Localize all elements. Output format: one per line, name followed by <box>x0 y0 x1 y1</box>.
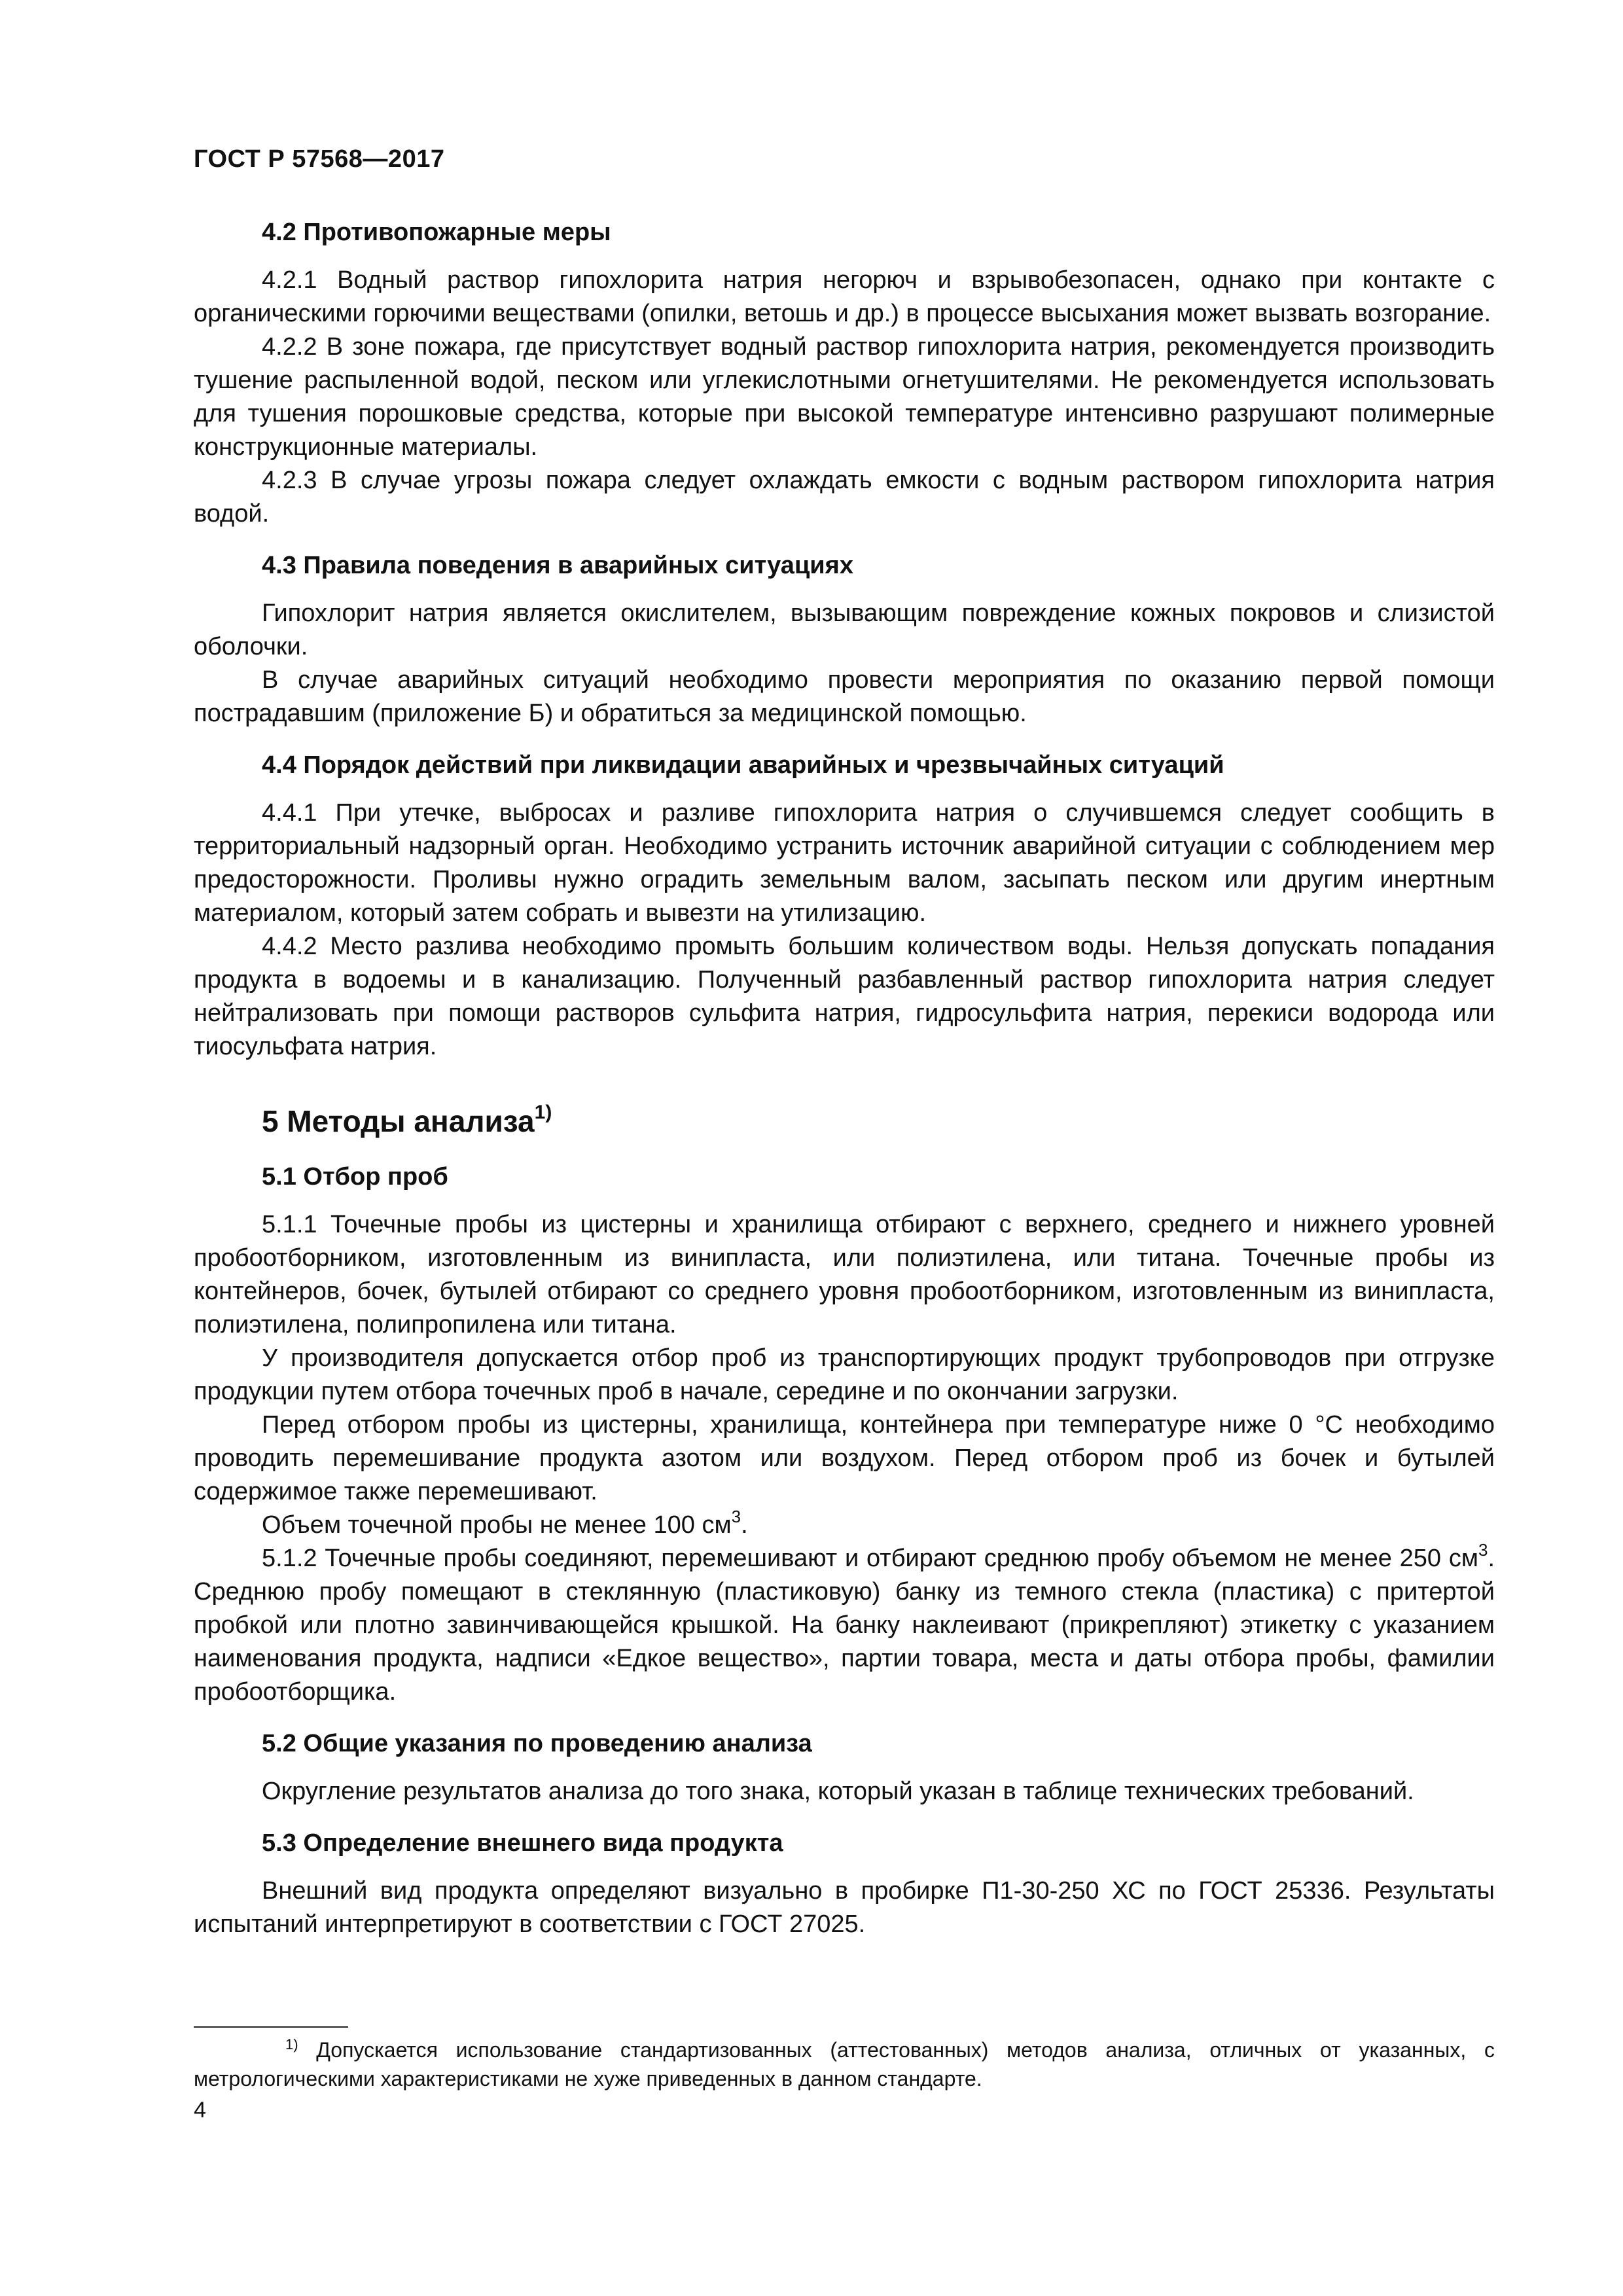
paragraph-5-1-1: 5.1.1 Точечные пробы из цистерны и хранилища отбирают с верхнего, среднего и нижнего уровней пробоотборником, изготовленным из винипласта, или полиэтилена, или титана. Точечные пробы из контейнеров, бочек, бутылей отбирают со среднего уровня пробоотборником, изготовленным из винипласта, полиэтилена, полипропилена или титана. <box>194 1211 1495 1338</box>
volume-end: . <box>741 1511 748 1539</box>
paragraph-4-2-2: 4.2.2 В зоне пожара, где присутствует водный раствор гипохлорита натрия, рекомендуется производить тушение распыленной водой, песком или углекислотными огнетушителями. Не рекомендуется использовать для тушения порошковые средства, которые при высокой температуре интенсивно разрушают полимерные конструкционные материалы. <box>194 333 1495 461</box>
section-heading-5-1: 5.1 Отбор проб <box>262 1163 448 1191</box>
footnote-divider <box>194 2026 348 2028</box>
superscript-3: 3 <box>1478 1540 1488 1560</box>
page-number: 4 <box>194 2098 206 2123</box>
paragraph-4-2-3: 4.2.3 В случае угрозы пожара следует охлаждать емкости с водным раствором гипохлорита натрия водой. <box>194 467 1495 528</box>
superscript-3: 3 <box>731 1507 741 1526</box>
section-5-title: 5 Методы анализа <box>262 1104 535 1138</box>
paragraph-5-1-2 <box>194 1542 1495 1709</box>
section-heading-4-3: 4.3 Правила поведения в аварийных ситуациях <box>262 552 853 579</box>
footnote-reference: 1) <box>534 1102 552 1123</box>
paragraph-5-1-2-start: 5.1.2 Точечные пробы соединяют, перемешивают и отбирают среднюю пробу объемом не менее 250 см <box>262 1545 1478 1572</box>
paragraph-4-4-1: 4.4.1 При утечке, выбросах и разливе гипохлорита натрия о случившемся следует сообщить в территориальный надзорный орган. Необходимо устранить источник аварийной ситуации с соблюдением мер предосторожности. Проливы нужно оградить земельным валом, засыпать песком или другим инертным материалом, который затем собрать и вывезти на утилизацию. <box>194 799 1495 927</box>
paragraph-5-1-1-c: Перед отбором пробы из цистерны, хранилища, контейнера при температуре ниже 0 °С необходимо проводить перемешивание продукта азотом или воздухом. Перед отбором проб из бочек и бутылей содержимое также перемешивают. <box>194 1411 1495 1505</box>
paragraph-4-2-1: 4.2.1 Водный раствор гипохлорита натрия негорюч и взрывобезопасен, однако при контакте с органическими горючими веществами (опилки, ветошь и др.) в процессе высыхания может вызвать возгорание. <box>194 266 1495 327</box>
paragraph-5-3: Внешний вид продукта определяют визуально в пробирке П1-30-250 ХС по ГОСТ 25336. Результаты испытаний интерпретируют в соответствии с ГОСТ 27025. <box>194 1877 1495 1938</box>
section-heading-5 <box>194 1102 1495 1141</box>
section-heading-4-4: 4.4 Порядок действий при ликвидации аварийных и чрезвычайных ситуаций <box>262 751 1224 779</box>
footnote <box>194 2036 1495 2093</box>
paragraph-4-3-b: В случае аварийных ситуаций необходимо провести мероприятия по оказанию первой помощи пострадавшим (приложение Б) и обратиться за медицинской помощью. <box>194 666 1495 727</box>
footnote-text: Допускается использование стандартизованных (аттестованных) методов анализа, отличных от указанных, с метрологическими характеристиками не хуже приведенных в данном стандарте. <box>194 2038 1495 2090</box>
section-heading-4-2: 4.2 Противопожарные меры <box>262 219 611 246</box>
document-header: ГОСТ Р 57568—2017 <box>194 145 445 173</box>
paragraph-5-1-1-b: У производителя допускается отбор проб из транспортирующих продукт трубопроводов при отгрузке продукции путем отбора точечных проб в начале, середине и по окончании загрузки. <box>194 1344 1495 1405</box>
footnote-mark: 1) <box>285 2036 298 2053</box>
paragraph-5-1-1-d <box>194 1509 1495 1542</box>
volume-text: Объем точечной пробы не менее 100 см <box>262 1511 732 1539</box>
paragraph-5-1-2-rest: . Среднюю пробу помещают в стеклянную (пластиковую) банку из темного стекла (пластика) с притертой пробкой или плотно завинчивающейся крышкой. На банку наклеивают (прикрепляют) этикетку с указанием наименования продукта, надписи «Едкое вещество», партии товара, места и даты отбора пробы, фамилии пробоотборщика. <box>194 1545 1495 1706</box>
section-heading-5-2: 5.2 Общие указания по проведению анализа <box>262 1730 812 1757</box>
paragraph-4-3-a: Гипохлорит натрия является окислителем, вызывающим повреждение кожных покровов и слизистой оболочки. <box>194 600 1495 660</box>
document-body <box>194 216 1495 1941</box>
paragraph-5-2: Округление результатов анализа до того знака, который указан в таблице технических требований. <box>262 1778 1414 1805</box>
paragraph-4-4-2: 4.4.2 Место разлива необходимо промыть большим количеством воды. Нельзя допускать попадания продукта в водоемы и в канализацию. Полученный разбавленный раствор гипохлорита натрия следует нейтрализовать при помощи растворов сульфита натрия, гидросульфита натрия, перекиси водорода или тиосульфата натрия. <box>194 933 1495 1060</box>
section-heading-5-3: 5.3 Определение внешнего вида продукта <box>262 1829 783 1857</box>
